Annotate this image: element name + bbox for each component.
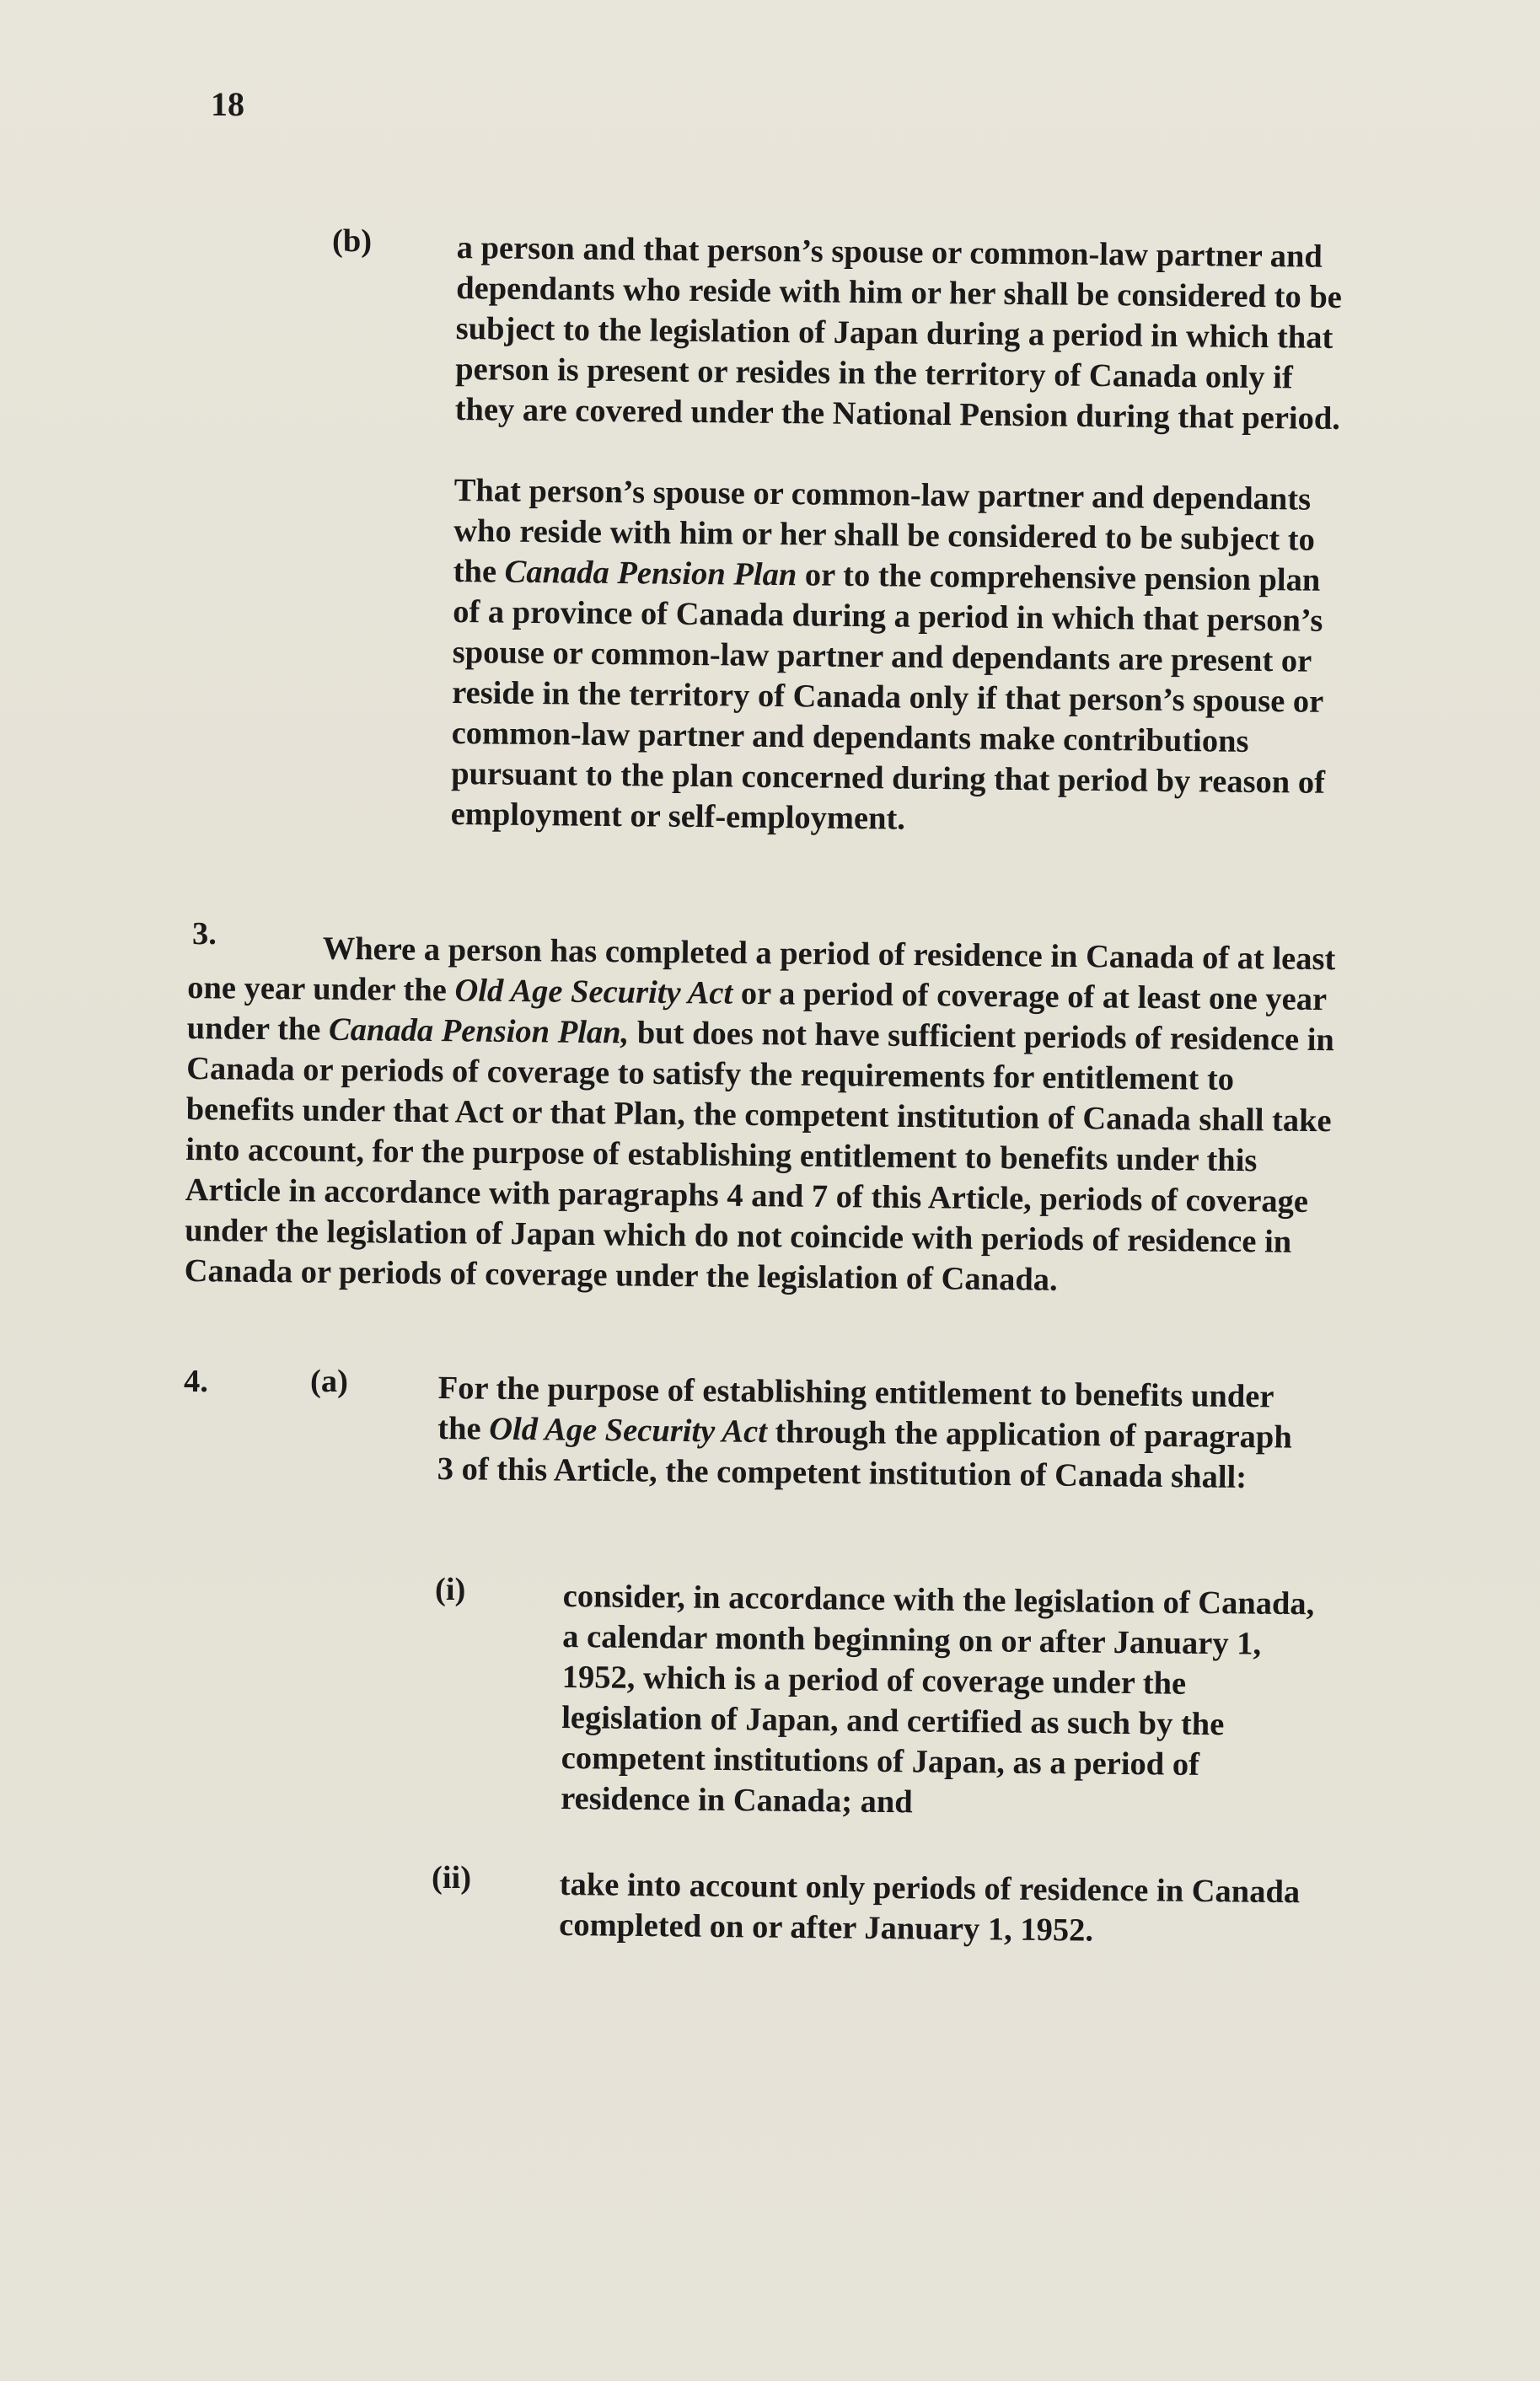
para-3-text — [184, 927, 1346, 1303]
item-ii-marker: (ii) — [432, 1860, 472, 1896]
item-i-paragraph: consider, in accordance with the legislation of Canada, a calendar month beginning on or after January 1, 1952, which is a period of coverage under the legislation of Japan, and certified as such by the competent institutions of Japan, as a period of residence in Canada; and — [561, 1578, 1315, 1821]
item-a-text — [437, 1368, 1314, 1499]
act-title: Canada Pension Plan — [504, 554, 797, 593]
item-b-text — [450, 228, 1350, 844]
item-b-paragraph-2: That person’s spouse or common-law partner and dependants who reside with him or her shall be considered to be subject to the Canada Pension Plan or to the comprehensive pension plan of a province of Canada during a period in which that person’s spouse or common-law partner and dependants are present or reside in the territory of Canada only if that person’s spouse or common-law partner and dependants make contributions pursuant to the plan concerned during that period by reason of employment or self-employment. — [450, 472, 1326, 837]
item-ii-text — [559, 1864, 1339, 1954]
item-i-text — [561, 1576, 1326, 1826]
act-title: Canada Pension Plan, — [328, 1011, 630, 1051]
act-title: Old Age Security Act — [454, 973, 733, 1011]
item-b-paragraph-1: a person and that person’s spouse or common-law partner and dependants who reside with him or her shall be considered to be subject to the legislation of Japan during a period in which that person is present or resides in the territory of Canada only if they are covered under the National Pension during that period. — [454, 229, 1343, 437]
page-number: 18 — [211, 85, 244, 123]
item-a-marker: (a) — [310, 1364, 348, 1399]
item-i-marker: (i) — [435, 1572, 466, 1607]
item-a-paragraph: For the purpose of establishing entitlement to benefits under the Old Age Security Act through the application of paragraph 3 of this Article, the competent institution of Canada shall: — [437, 1370, 1292, 1496]
para-4-marker: 4. — [184, 1364, 208, 1399]
item-b-marker: (b) — [332, 223, 373, 259]
para-3-paragraph: Where a person has completed a period of residence in Canada of at least one year under the Old Age Security Act or a period of coverage of at least one year under the Canada Pension Plan, but does not have sufficient periods of residence in Canada or periods of coverage to satisfy the requirements for entitlement to benefits under that Act or that Plan, the competent institution of Canada shall take into account, for the purpose of establishing entitlement to benefits under this Article in accordance with paragraphs 4 and 7 of this Article, periods of coverage under the legislation of Japan which do not coincide with periods of residence in Canada or periods of coverage under the legislation of Canada. — [184, 930, 1336, 1298]
act-title: Old Age Security Act — [488, 1411, 768, 1451]
para-3-marker: 3. — [192, 916, 217, 952]
item-ii-paragraph: take into account only periods of residence in Canada completed on or after January 1, 1952. — [559, 1866, 1301, 1949]
